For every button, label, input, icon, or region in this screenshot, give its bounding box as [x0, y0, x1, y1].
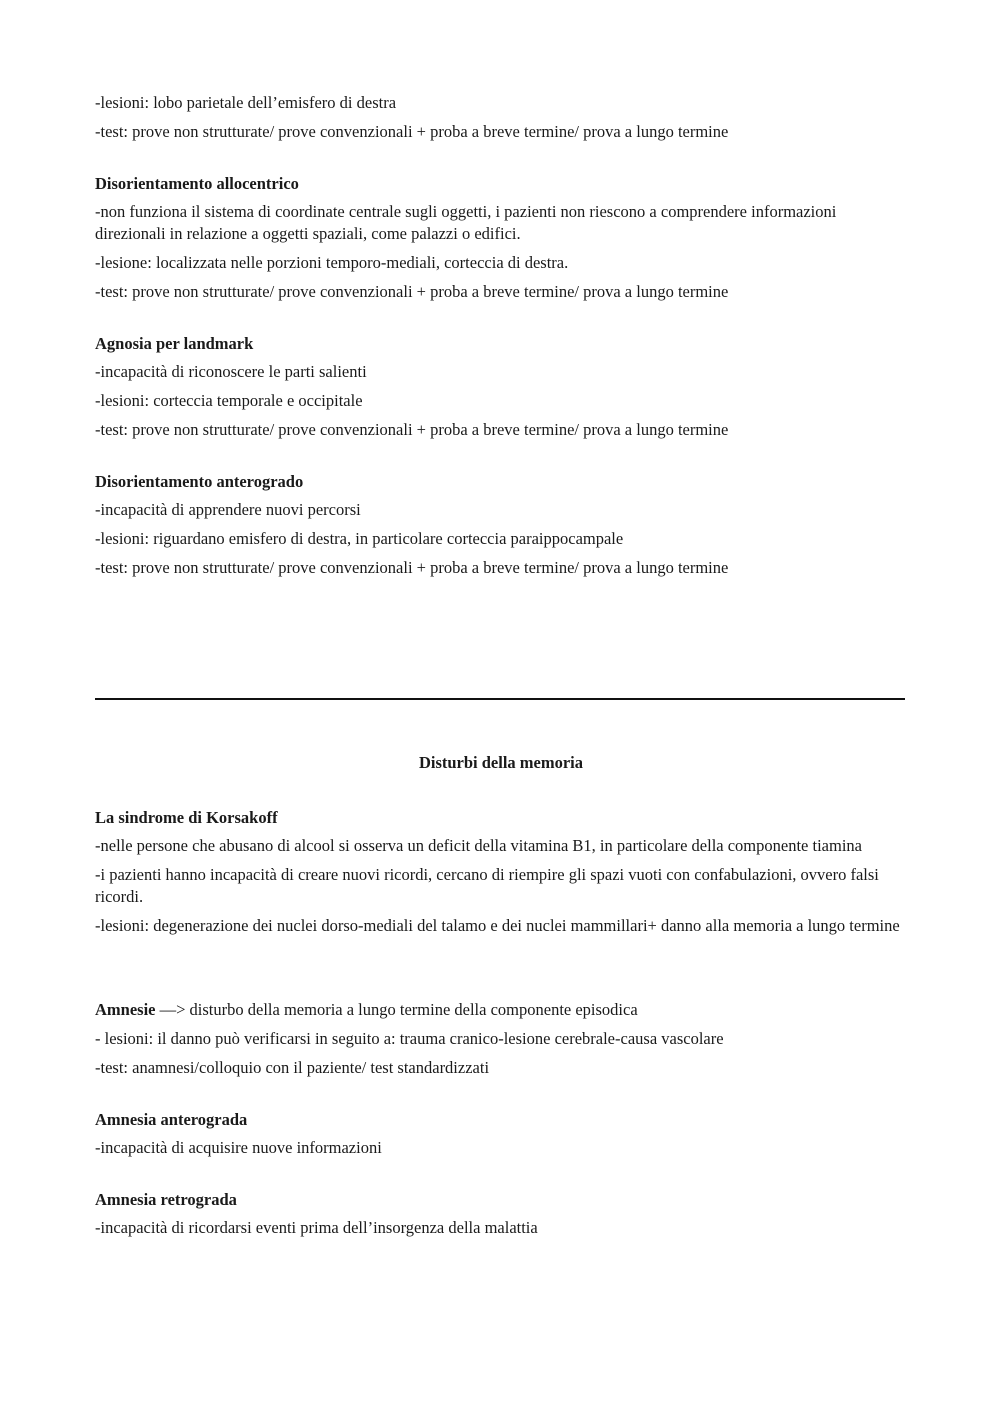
landmark-line-2: -lesioni: corteccia temporale e occipitale — [95, 391, 363, 410]
allocentrico-line-3: -test: prove non strutturate/ prove convenzionali + proba a breve termine/ prova a lungo termine — [95, 282, 729, 301]
document-page — [95, 92, 907, 1246]
intro-line-2: -test: prove non strutturate/ prove convenzionali + proba a breve termine/ prova a lungo termine — [95, 122, 729, 141]
allocentrico-heading: Disorientamento allocentrico — [95, 174, 299, 193]
korsakoff-heading: La sindrome di Korsakoff — [95, 808, 278, 827]
korsakoff-line-2: -i pazienti hanno incapacità di creare nuovi ricordi, cercano di riempire gli spazi vuoti con confabulazioni, ovvero falsi ricordi. — [95, 865, 879, 906]
intro-line-1: -lesioni: lobo parietale dell’emisfero di destra — [95, 93, 397, 112]
landmark-line-1: -incapacità di riconoscere le parti salienti — [95, 362, 367, 381]
korsakoff-line-3: -lesioni: degenerazione dei nuclei dorso-mediali del talamo e dei nuclei mammillari+ danno alla memoria a lungo termine — [95, 916, 900, 935]
anterograda-line-1: -incapacità di acquisire nuove informazioni — [95, 1138, 382, 1157]
allocentrico-line-2: -lesione: localizzata nelle porzioni temporo-mediali, corteccia di destra. — [95, 253, 569, 272]
allocentrico-line-1: -non funziona il sistema di coordinate centrale sugli oggetti, i pazienti non riescono a comprendere informazioni direzionali in relazione a oggetti spaziali, come palazzi o edifici. — [95, 202, 837, 243]
anterogrado-line-1: -incapacità di apprendere nuovi percorsi — [95, 500, 361, 519]
korsakoff-block — [95, 807, 907, 937]
amnesie-heading-line — [95, 999, 907, 1021]
amnesie-line-2: -test: anamnesi/colloquio con il paziente/ test standardizzati — [95, 1058, 490, 1077]
anterogrado-line-2: -lesioni: riguardano emisfero di destra, in particolare corteccia paraippocampale — [95, 529, 624, 548]
amnesie-line-1: - lesioni: il danno può verificarsi in seguito a: trauma cranico-lesione cerebrale-causa vascolare — [95, 1029, 724, 1048]
amnesie-definition: —> disturbo della memoria a lungo termine della componente episodica — [155, 1000, 638, 1019]
landmark-line-3: -test: prove non strutturate/ prove convenzionali + proba a breve termine/ prova a lungo termine — [95, 420, 729, 439]
retrograda-heading: Amnesia retrograda — [95, 1190, 237, 1209]
landmark-heading: Agnosia per landmark — [95, 334, 254, 353]
amnesie-heading: Amnesie — [95, 1000, 156, 1019]
amnesie-block — [95, 999, 907, 1079]
anterogrado-heading: Disorientamento anterogrado — [95, 472, 304, 491]
section-title: Disturbi della memoria — [418, 753, 584, 772]
intro-block — [95, 92, 907, 143]
anterograda-block — [95, 1109, 907, 1159]
section-divider — [95, 698, 905, 700]
retrograda-line-1: -incapacità di ricordarsi eventi prima dell’insorgenza della malattia — [95, 1218, 538, 1237]
anterograda-heading: Amnesia anterograda — [95, 1110, 248, 1129]
korsakoff-line-1: -nelle persone che abusano di alcool si osserva un deficit della vitamina B1, in particolare della componente tiamina — [95, 836, 862, 855]
landmark-block — [95, 333, 907, 441]
allocentrico-block — [95, 173, 907, 303]
anterogrado-block — [95, 471, 907, 579]
anterogrado-line-3: -test: prove non strutturate/ prove convenzionali + proba a breve termine/ prova a lungo termine — [95, 558, 729, 577]
retrograda-block — [95, 1189, 907, 1239]
